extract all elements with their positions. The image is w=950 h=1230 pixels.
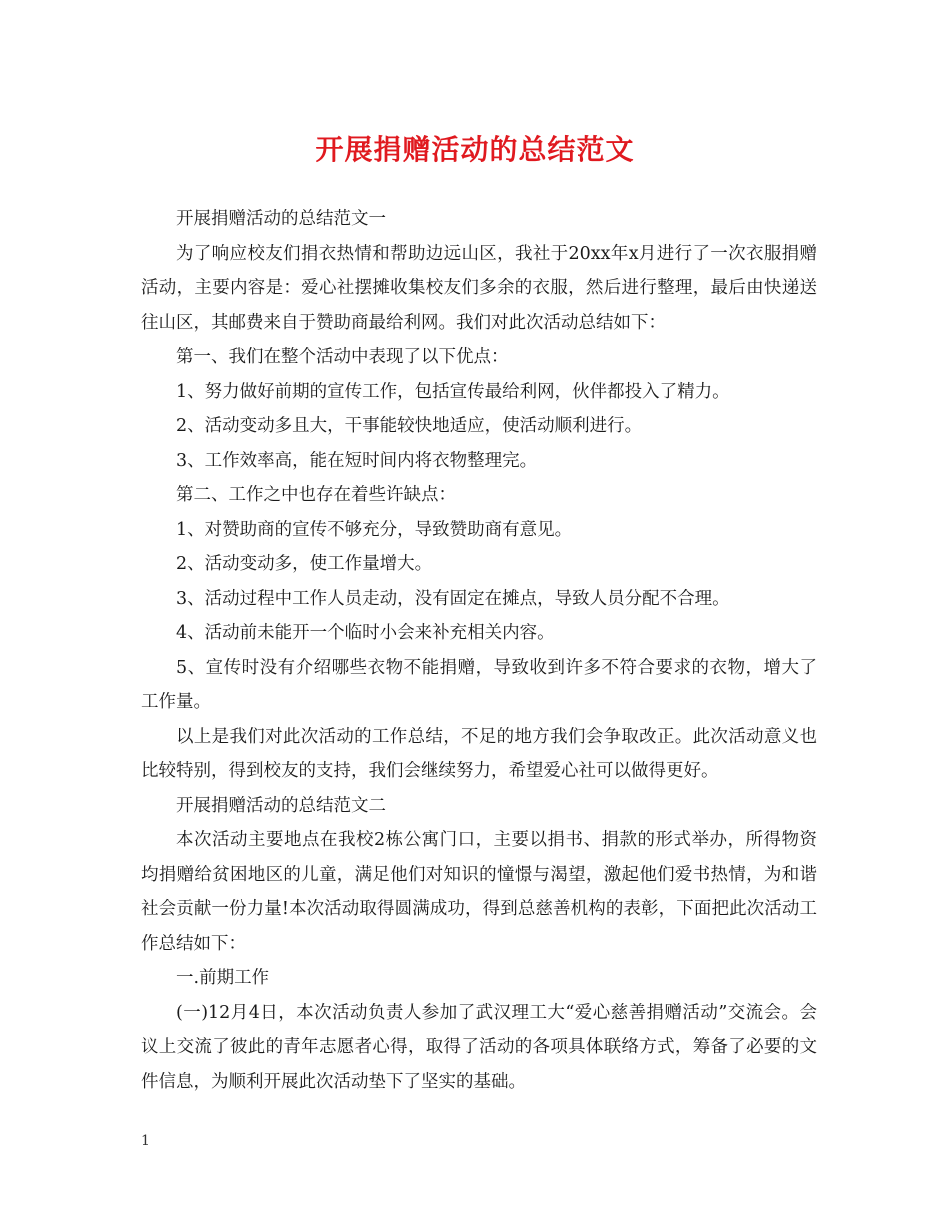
paragraph: 3、工作效率高，能在短时间内将衣物整理完。 xyxy=(176,450,538,471)
paragraph: 本次活动主要地点在我校2栋公寓门口，主要以捐书、捐款的形式举办，所得物资均捐赠给贫困地区的儿童，满足他们对知识的憧憬与渴望，激起他们爱书热情，为和谐社会贡献一份力量!本次活动取得圆满成功，得到总慈善机构的表彰，下面把此次活动工作总结如下： xyxy=(141,830,817,954)
paragraph: 3、活动过程中工作人员走动，没有固定在摊点，导致人员分配不合理。 xyxy=(176,588,730,609)
paragraph: 1、努力做好前期的宣传工作，包括宣传最给利网，伙伴都投入了精力。 xyxy=(176,381,730,402)
document-body xyxy=(141,202,817,1099)
document-title: 开展捐赠活动的总结范文 xyxy=(315,133,635,166)
paragraph: 开展捐赠活动的总结范文二 xyxy=(176,795,386,816)
paragraph: 以上是我们对此次活动的工作总结，不足的地方我们会争取改正。此次活动意义也比较特别，得到校友的支持，我们会继续努力，希望爱心社可以做得更好。 xyxy=(141,726,817,781)
paragraph: 2、活动变动多，使工作量增大。 xyxy=(176,554,433,574)
paragraph: 1、对赞助商的宣传不够充分，导致赞助商有意见。 xyxy=(176,519,573,540)
paragraph: 一.前期工作 xyxy=(176,968,270,988)
paragraph: (一)12月4日，本次活动负责人参加了武汉理工大“爱心慈善捐赠活动”交流会。会议上交流了彼此的青年志愿者心得，取得了活动的各项具体联络方式，筹备了必要的文件信息，为顺利开展此次活动垫下了坚实的基础。 xyxy=(141,1002,817,1092)
page-number: 1 xyxy=(141,1133,150,1149)
paragraph: 为了响应校友们捐衣热情和帮助边远山区，我社于20xx年x月进行了一次衣服捐赠活动，主要内容是：爱心社摆摊收集校友们多余的衣服，然后进行整理，最后由快递送往山区，其邮费来自于赞助商最给利网。我们对此次活动总结如下： xyxy=(141,243,817,333)
paragraph: 4、活动前未能开一个临时小会来补充相关内容。 xyxy=(176,623,555,643)
paragraph: 第二、工作之中也存在着些许缺点： xyxy=(176,485,456,505)
paragraph: 开展捐赠活动的总结范文一 xyxy=(176,209,386,229)
paragraph: 5、宣传时没有介绍哪些衣物不能捐赠，导致收到许多不符合要求的衣物，增大了工作量。 xyxy=(141,657,817,712)
paragraph: 2、活动变动多且大，干事能较快地适应，使活动顺利进行。 xyxy=(176,416,643,436)
paragraph: 第一、我们在整个活动中表现了以下优点： xyxy=(176,347,509,367)
